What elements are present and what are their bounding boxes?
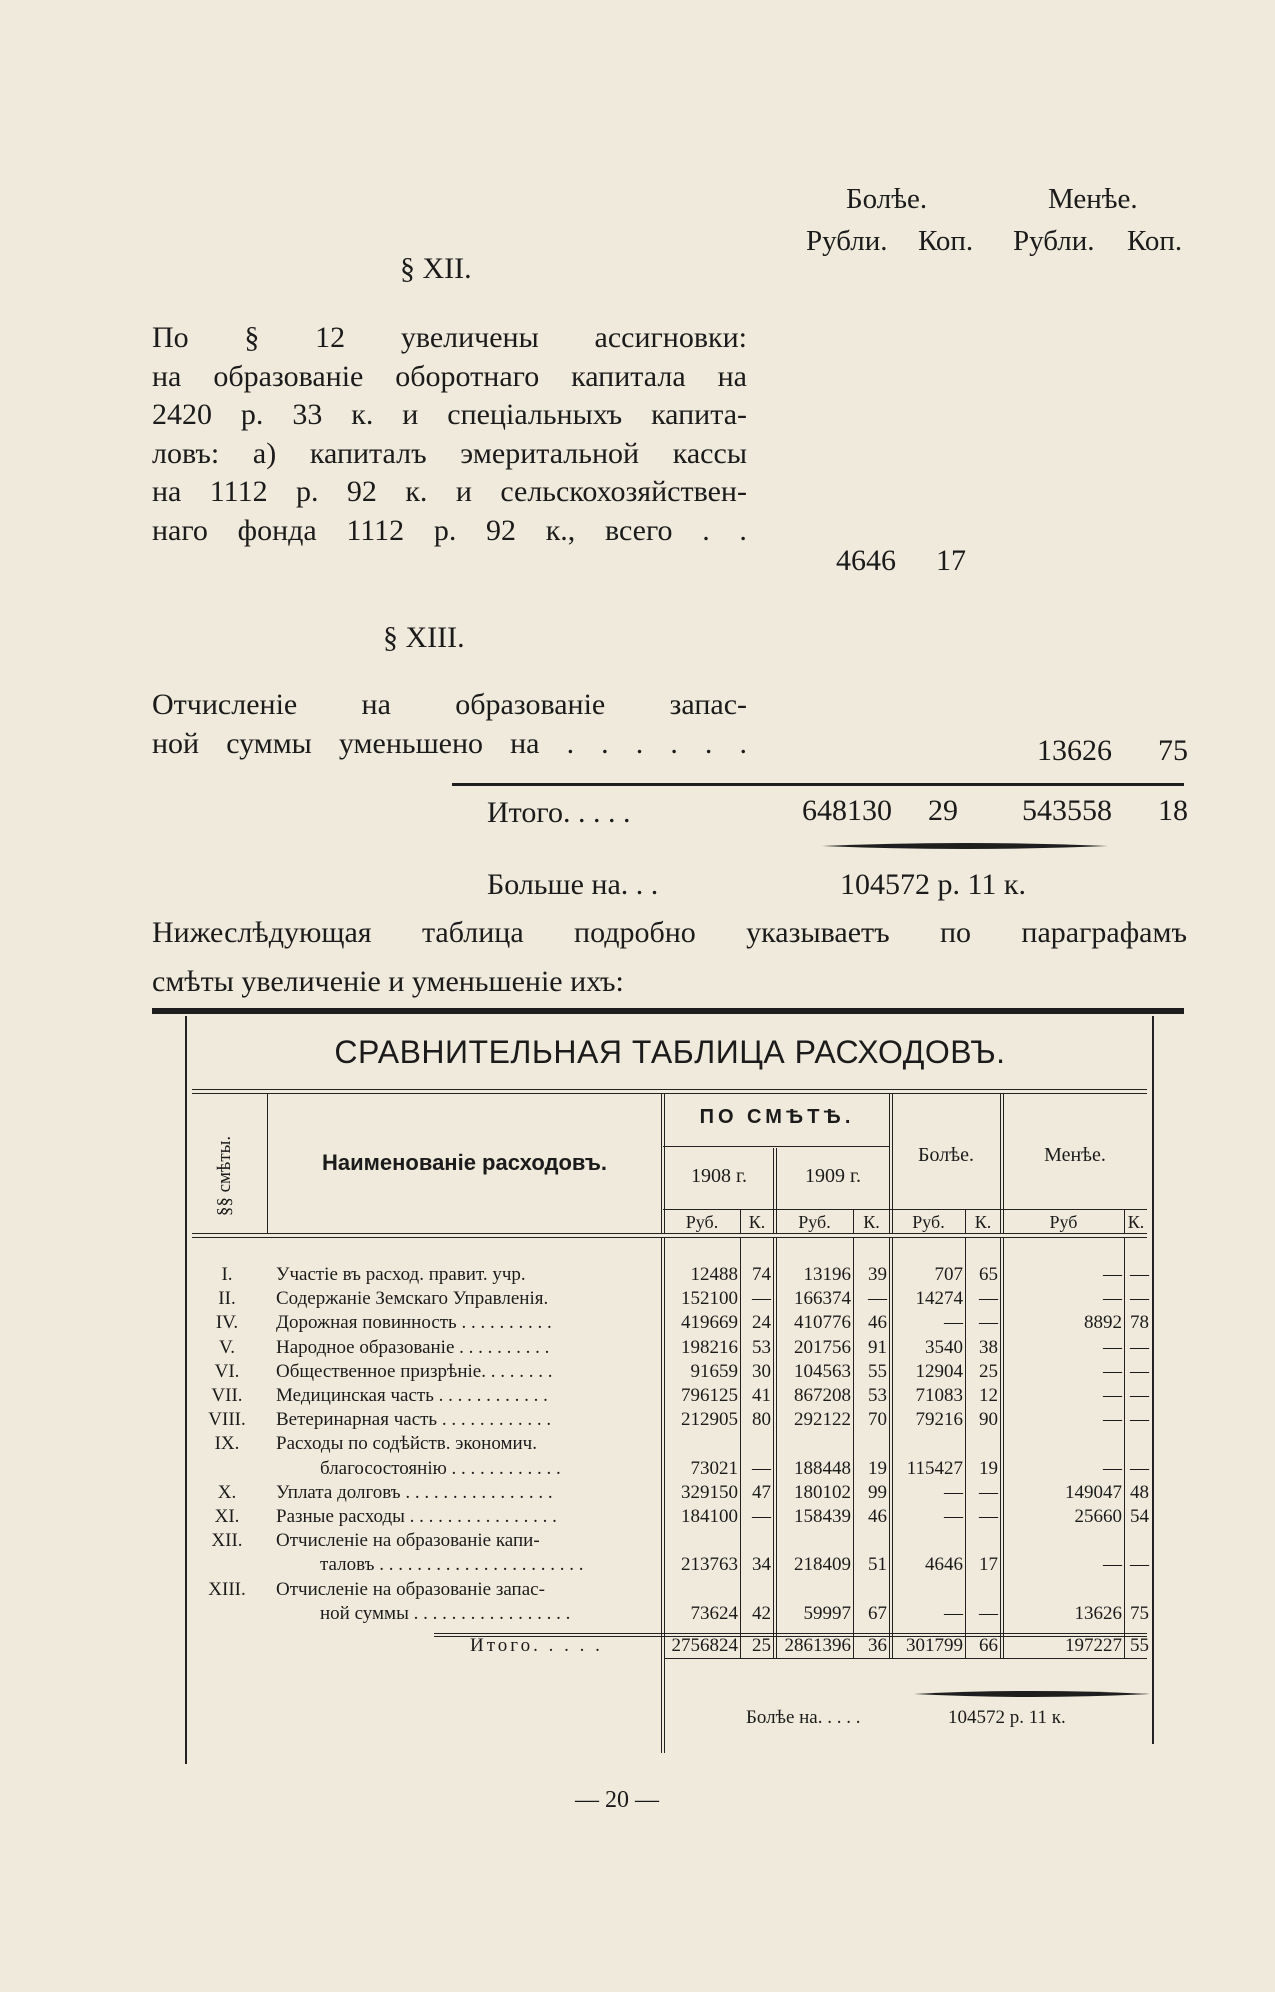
word: суммы	[226, 726, 312, 760]
cell-rub-1909: 188448	[794, 1457, 851, 1479]
cell-rub-more: —	[944, 1506, 963, 1527]
more-header: Болѣе.	[918, 1144, 974, 1166]
word: подробно	[574, 916, 696, 949]
total-more-rub: 648130	[802, 794, 892, 827]
cell-kop-1908: 80	[752, 1409, 771, 1431]
word: .	[739, 726, 747, 760]
comparison-table	[152, 1010, 1184, 1755]
intro-paragraph	[152, 914, 1187, 953]
swelled-rule	[820, 839, 1110, 853]
cell-rub-1909: 218409	[794, 1554, 851, 1576]
sub-rub-4: Руб	[1049, 1212, 1078, 1232]
word: образованіе	[455, 688, 606, 721]
row-paragraph-num: IV.	[215, 1312, 239, 1334]
word: спеціальныхъ	[447, 398, 623, 431]
row-paragraph-num: XIII.	[208, 1578, 246, 1600]
col-paragraphs-header: §§ смѣты.	[214, 1135, 235, 1217]
cell-rub-1908: 796125	[681, 1385, 738, 1406]
cell-rub-less: 25660	[1074, 1506, 1122, 1527]
word: .	[702, 513, 710, 547]
cell-rub-1908: 213763	[681, 1554, 738, 1576]
cell-rub-1908: 152100	[681, 1288, 738, 1310]
cell-kop-1908: —	[752, 1288, 771, 1310]
word: По	[152, 321, 189, 354]
cell-kop-1909: 19	[868, 1457, 887, 1479]
cell-rub-1909: 292122	[794, 1409, 851, 1431]
word: увеличены	[400, 321, 539, 354]
row-name: таловъ . . . . . . . . . . . . . . . . . . . . . .	[320, 1554, 584, 1576]
row-name: ной суммы . . . . . . . . . . . . . . . . .	[320, 1602, 571, 1624]
cell-rub-more: —	[944, 1312, 963, 1334]
table-total-kop-more: 66	[979, 1635, 998, 1656]
cell-rub-more: 3540	[925, 1336, 963, 1358]
word: ловъ:	[152, 436, 220, 470]
cell-kop-1908: 53	[752, 1336, 771, 1358]
cell-kop-1908: —	[752, 1506, 771, 1527]
word: .	[601, 726, 609, 760]
cell-rub-1909: 59997	[803, 1602, 851, 1624]
row-name: Общественное призрѣніе. . . . . . . .	[276, 1360, 553, 1382]
word: кассы	[672, 436, 747, 470]
intro-line-1	[152, 914, 1187, 953]
row-paragraph-num: VIII.	[208, 1409, 246, 1431]
row-paragraph-num: VII.	[211, 1385, 243, 1406]
word: р.	[240, 398, 264, 431]
total-less-rub: 543558	[1022, 794, 1112, 827]
row-name: Отчисленіе на образованіе запас-	[276, 1578, 545, 1600]
word: и	[455, 475, 472, 508]
word: капиталъ	[309, 436, 427, 470]
cell-rub-less: —	[1103, 1385, 1122, 1406]
paragraph-line	[152, 725, 747, 764]
table-title: СРАВНИТЕЛЬНАЯ ТАБЛИЦА РАСХОДОВЪ.	[334, 1034, 1006, 1070]
cell-rub-less: —	[1103, 1264, 1122, 1285]
cell-kop-1909: 55	[868, 1360, 887, 1382]
word: на	[717, 359, 747, 393]
cell-rub-1909: 158439	[794, 1506, 851, 1527]
table-more-by-label: Болѣе на. . . . .	[746, 1707, 861, 1728]
cell-kop-less: 78	[1130, 1312, 1149, 1334]
cell-rub-1909: 166374	[794, 1288, 851, 1310]
cell-kop-more: —	[979, 1312, 998, 1334]
word: запас-	[669, 688, 747, 721]
cell-rub-1908: 184100	[681, 1506, 738, 1527]
word: по	[940, 916, 972, 949]
page-number: — 20 —	[575, 1787, 659, 1813]
cell-kop-1909: 91	[868, 1336, 887, 1358]
table-total-label: Итого. . . . .	[470, 1635, 603, 1656]
table-total-rub-1908: 2756824	[671, 1635, 738, 1656]
cell-kop-1908: —	[752, 1457, 771, 1479]
row-name: Содержаніе Земскаго Управленія.	[276, 1288, 549, 1310]
sub-kop-1: К.	[748, 1212, 766, 1232]
year-1909-header: 1909 г.	[805, 1165, 861, 1187]
section-12-rub: 4646	[836, 544, 896, 577]
cell-kop-less: —	[1130, 1554, 1149, 1576]
cell-kop-1909: 67	[868, 1602, 887, 1624]
sub-rub-2: Руб.	[798, 1212, 831, 1232]
col-name-header: Наименованіе расходовъ.	[321, 1150, 608, 1175]
section-12-paragraph	[152, 319, 747, 550]
word: к.	[351, 398, 374, 431]
total-top-rule	[452, 783, 1184, 786]
word: 33	[292, 398, 323, 431]
cell-kop-less: 75	[1130, 1602, 1149, 1624]
cell-rub-1908: 198216	[681, 1336, 738, 1358]
cell-kop-more: —	[979, 1506, 998, 1527]
header-less: Менѣе.	[1048, 183, 1138, 215]
row-name: Медицинская часть . . . . . . . . . . . .	[276, 1385, 548, 1406]
row-paragraph-num: XI.	[214, 1506, 240, 1527]
word: капитала	[571, 359, 686, 393]
cell-kop-less: 48	[1130, 1481, 1149, 1503]
total-less-kop: 18	[1158, 794, 1188, 827]
row-name: благосостоянію . . . . . . . . . . . .	[320, 1457, 561, 1479]
cell-rub-more: 707	[934, 1264, 963, 1285]
word: .	[739, 513, 747, 547]
difference-value: 104572 р. 11 к.	[840, 868, 1026, 901]
row-paragraph-num: II.	[218, 1288, 236, 1310]
cell-rub-less: —	[1103, 1554, 1122, 1576]
word: на	[361, 688, 391, 721]
cell-rub-1909: 867208	[794, 1385, 851, 1406]
row-paragraph-num: XII.	[211, 1530, 243, 1552]
cell-kop-1909: 51	[868, 1554, 887, 1576]
word: наго	[152, 513, 208, 547]
header-rub-2: Рубли.	[1013, 225, 1095, 257]
cell-kop-less: —	[1130, 1409, 1149, 1431]
word: .	[635, 726, 644, 760]
paragraph-line	[152, 319, 747, 358]
cell-rub-1909: 104563	[794, 1360, 851, 1382]
cell-kop-less: —	[1130, 1360, 1149, 1382]
cell-rub-1908: 73624	[690, 1602, 738, 1624]
cell-rub-1908: 12488	[690, 1264, 738, 1285]
word: таблица	[421, 916, 524, 949]
cell-kop-1909: 46	[868, 1312, 887, 1334]
table-total-rub-more: 301799	[906, 1635, 963, 1656]
word: образованіе	[213, 359, 364, 393]
word: капита-	[651, 398, 747, 431]
cell-rub-less: 13626	[1074, 1602, 1122, 1624]
cell-kop-1908: 41	[752, 1385, 771, 1406]
cell-kop-more: —	[979, 1481, 998, 1503]
cell-kop-less: —	[1130, 1288, 1149, 1310]
cell-kop-1909: 99	[868, 1481, 887, 1503]
table-more-by-value: 104572 р. 11 к.	[948, 1707, 1066, 1728]
sub-kop-3: К.	[974, 1212, 992, 1232]
section-13-title: § XIII.	[383, 621, 465, 654]
cell-kop-1908: 42	[752, 1602, 771, 1624]
word: .	[566, 726, 575, 760]
paragraph-line	[152, 512, 747, 551]
intro-line-2: смѣты увеличеніе и уменьшеніе ихъ:	[152, 965, 624, 998]
word: 92	[486, 513, 517, 547]
cell-kop-1908: 74	[752, 1264, 771, 1285]
cell-rub-more: —	[944, 1481, 963, 1503]
cell-rub-less: 149047	[1065, 1481, 1122, 1503]
cell-rub-less: —	[1103, 1457, 1122, 1479]
word: р.	[433, 513, 457, 547]
cell-kop-less: —	[1130, 1336, 1149, 1358]
row-name: Расходы по содѣйств. экономич.	[276, 1433, 537, 1455]
word: .	[704, 726, 713, 760]
table-total-kop-1908: 25	[752, 1635, 771, 1656]
cell-kop-less: —	[1130, 1457, 1149, 1479]
cell-kop-less: —	[1130, 1385, 1149, 1406]
table-total-rub-1909: 2861396	[784, 1635, 851, 1656]
word: фонда	[237, 513, 317, 547]
cell-rub-1908: 329150	[681, 1481, 738, 1503]
row-paragraph-num: V.	[218, 1336, 236, 1358]
word: к.,	[545, 513, 576, 547]
cell-rub-1909: 13196	[803, 1264, 851, 1285]
cell-kop-1909: 39	[868, 1264, 887, 1285]
word: ной	[152, 726, 200, 760]
cell-rub-more: —	[944, 1602, 963, 1624]
word: а)	[252, 436, 277, 470]
section-13-rub: 13626	[1037, 734, 1112, 767]
cell-kop-1909: 46	[868, 1506, 887, 1527]
cell-rub-more: 79216	[915, 1409, 963, 1431]
cell-rub-1909: 180102	[794, 1481, 851, 1503]
cell-rub-less: —	[1103, 1288, 1122, 1310]
cell-kop-less: —	[1130, 1264, 1149, 1285]
cell-kop-more: —	[979, 1602, 998, 1624]
word: параграфамъ	[1021, 916, 1187, 949]
row-name: Участіе въ расход. правит. учр.	[276, 1264, 526, 1285]
sub-kop-2: К.	[863, 1212, 880, 1232]
word: 1112	[346, 513, 405, 547]
word: сельскохозяйствен-	[500, 475, 747, 508]
section-13-paragraph	[152, 686, 747, 763]
header-rub-1: Рубли.	[806, 225, 888, 257]
total-more-kop: 29	[928, 794, 958, 827]
sub-kop-4: К.	[1127, 1212, 1145, 1232]
word: Нижеслѣдующая	[152, 916, 372, 949]
word: 12	[315, 321, 346, 354]
cell-rub-less: —	[1103, 1360, 1122, 1382]
word: ассигновки:	[594, 321, 747, 354]
paragraph-line	[152, 435, 747, 474]
row-name: Дорожная повинность . . . . . . . . . .	[276, 1312, 552, 1334]
row-name: Отчисленіе на образованіе капи-	[276, 1530, 540, 1552]
cell-rub-more: 115427	[906, 1457, 963, 1479]
cell-kop-1908: 47	[752, 1481, 771, 1503]
word: эмеритальной	[460, 436, 640, 470]
row-name: Народное образованіе . . . . . . . . . .	[276, 1336, 550, 1358]
word: на	[510, 726, 540, 760]
word: на	[152, 475, 182, 508]
less-header: Менѣе.	[1044, 1144, 1106, 1166]
cell-kop-1909: 70	[868, 1409, 887, 1431]
cell-kop-1909: —	[868, 1288, 887, 1310]
word: §	[244, 321, 260, 354]
total-label: Итого. . . . .	[487, 796, 631, 829]
cell-rub-1908: 419669	[681, 1312, 738, 1334]
cell-kop-less: 54	[1130, 1506, 1149, 1527]
paragraph-line	[152, 358, 747, 397]
cell-kop-more: 12	[979, 1385, 998, 1406]
word: и	[402, 398, 419, 431]
cell-kop-more: 65	[979, 1264, 998, 1285]
row-name: Уплата долговъ . . . . . . . . . . . . . . . .	[276, 1481, 553, 1503]
table-swelled-rule	[912, 1688, 1152, 1700]
cell-kop-1908: 24	[752, 1312, 771, 1334]
cell-rub-1908: 212905	[681, 1409, 738, 1431]
word: 2420	[152, 398, 212, 431]
row-name: Разные расходы . . . . . . . . . . . . . . . .	[276, 1506, 557, 1527]
table-total-rub-less: 197227	[1065, 1635, 1122, 1656]
cell-kop-more: 90	[979, 1409, 998, 1431]
header-kop-2: Коп.	[1127, 225, 1183, 257]
word: на	[152, 359, 182, 393]
word: р.	[296, 475, 319, 508]
paragraph-line	[152, 473, 747, 512]
cell-kop-more: 38	[979, 1336, 998, 1358]
row-name: Ветеринарная часть . . . . . . . . . . . .	[276, 1409, 552, 1431]
paragraph-line	[152, 396, 747, 435]
cell-rub-1908: 73021	[690, 1457, 738, 1479]
by-estimate-header: ПО СМѢТѢ.	[699, 1106, 855, 1128]
row-paragraph-num: IX.	[214, 1433, 240, 1455]
word: уменьшено	[338, 726, 484, 760]
word: указываетъ	[746, 916, 890, 949]
cell-rub-1909: 410776	[794, 1312, 851, 1334]
cell-kop-1908: 34	[752, 1554, 771, 1576]
cell-rub-more: 4646	[925, 1554, 963, 1576]
word: к.	[405, 475, 428, 508]
row-paragraph-num: VI.	[214, 1360, 240, 1382]
sub-rub-1: Руб.	[685, 1212, 719, 1232]
cell-kop-more: 25	[979, 1360, 998, 1382]
paragraph-line	[152, 686, 747, 725]
cell-kop-more: 19	[979, 1457, 998, 1479]
section-13-kop: 75	[1158, 734, 1188, 767]
word: оборотнаго	[395, 359, 540, 393]
cell-rub-more: 71083	[915, 1385, 963, 1406]
word: Отчисленіе	[152, 688, 298, 721]
word: .	[670, 726, 678, 760]
word: 92	[346, 475, 377, 508]
cell-rub-more: 12904	[915, 1360, 963, 1382]
difference-label: Больше на. . .	[487, 868, 659, 901]
cell-rub-less: 8892	[1084, 1312, 1122, 1334]
cell-rub-more: 14274	[915, 1288, 963, 1310]
cell-kop-more: 17	[979, 1554, 998, 1576]
sub-rub-3: Руб.	[912, 1212, 945, 1232]
section-12-title: § XII.	[400, 252, 472, 285]
header-more: Болѣе.	[846, 183, 928, 215]
word: всего	[605, 513, 673, 547]
table-total-kop-1909: 36	[868, 1635, 887, 1656]
table-total-kop-less: 55	[1130, 1635, 1149, 1656]
cell-kop-1909: 53	[868, 1385, 887, 1406]
cell-kop-1908: 30	[752, 1360, 771, 1382]
cell-rub-1908: 91659	[690, 1360, 738, 1382]
row-paragraph-num: I.	[221, 1264, 233, 1285]
header-kop-1: Коп.	[918, 225, 974, 257]
word: 1112	[209, 475, 268, 508]
cell-rub-less: —	[1103, 1336, 1122, 1358]
row-paragraph-num: X.	[217, 1481, 237, 1503]
cell-rub-1909: 201756	[794, 1336, 851, 1358]
cell-rub-less: —	[1103, 1409, 1122, 1431]
year-1908-header: 1908 г.	[691, 1165, 747, 1187]
section-12-kop: 17	[936, 544, 966, 577]
cell-kop-more: —	[979, 1288, 998, 1310]
